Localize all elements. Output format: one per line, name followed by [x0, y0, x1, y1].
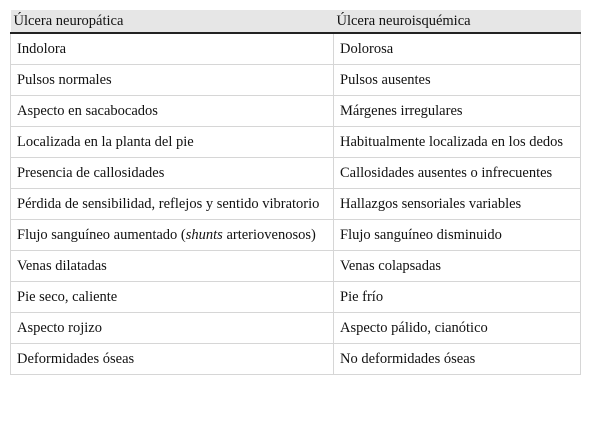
cell-neuropathic: Deformidades óseas — [11, 344, 334, 375]
cell-neuropathic — [11, 220, 334, 251]
cell-neuroischemic: Dolorosa — [334, 33, 581, 65]
header-neuropathic: Úlcera neuropática — [11, 10, 334, 33]
cell-neuroischemic: Aspecto pálido, cianótico — [334, 313, 581, 344]
cell-neuroischemic: No deformidades óseas — [334, 344, 581, 375]
table-row — [11, 96, 581, 127]
cell-neuroischemic: Márgenes irregulares — [334, 96, 581, 127]
table-row — [11, 251, 581, 282]
table-row — [11, 189, 581, 220]
table-row — [11, 220, 581, 251]
cell-neuroischemic: Venas colapsadas — [334, 251, 581, 282]
table-row — [11, 282, 581, 313]
cell-neuropathic: Pérdida de sensibilidad, reflejos y sentido vibratorio — [11, 189, 334, 220]
table-row — [11, 313, 581, 344]
cell-neuroischemic: Flujo sanguíneo disminuido — [334, 220, 581, 251]
cell-neuropathic: Pulsos normales — [11, 65, 334, 96]
cell-neuroischemic: Callosidades ausentes o infrecuentes — [334, 158, 581, 189]
cell-neuropathic: Pie seco, caliente — [11, 282, 334, 313]
table-header-row — [11, 10, 581, 33]
cell-neuropathic: Presencia de callosidades — [11, 158, 334, 189]
table-row — [11, 127, 581, 158]
table-row — [11, 158, 581, 189]
cell-neuroischemic: Hallazgos sensoriales variables — [334, 189, 581, 220]
cell-neuropathic: Indolora — [11, 33, 334, 65]
table-row — [11, 65, 581, 96]
cell-text-italic: shunts — [185, 227, 223, 243]
ulcer-comparison-table — [10, 10, 581, 375]
cell-neuropathic: Localizada en la planta del pie — [11, 127, 334, 158]
table-row — [11, 344, 581, 375]
comparison-table-container — [10, 10, 580, 375]
table-row — [11, 33, 581, 65]
cell-neuropathic: Aspecto rojizo — [11, 313, 334, 344]
cell-neuropathic: Aspecto en sacabocados — [11, 96, 334, 127]
cell-neuroischemic: Pulsos ausentes — [334, 65, 581, 96]
cell-neuroischemic: Pie frío — [334, 282, 581, 313]
cell-neuropathic: Venas dilatadas — [11, 251, 334, 282]
cell-text-after: arteriovenosos) — [222, 227, 316, 243]
header-neuroischemic: Úlcera neuroisquémica — [334, 10, 581, 33]
cell-text-before: Flujo sanguíneo aumentado ( — [17, 227, 186, 243]
cell-neuroischemic: Habitualmente localizada en los dedos — [334, 127, 581, 158]
